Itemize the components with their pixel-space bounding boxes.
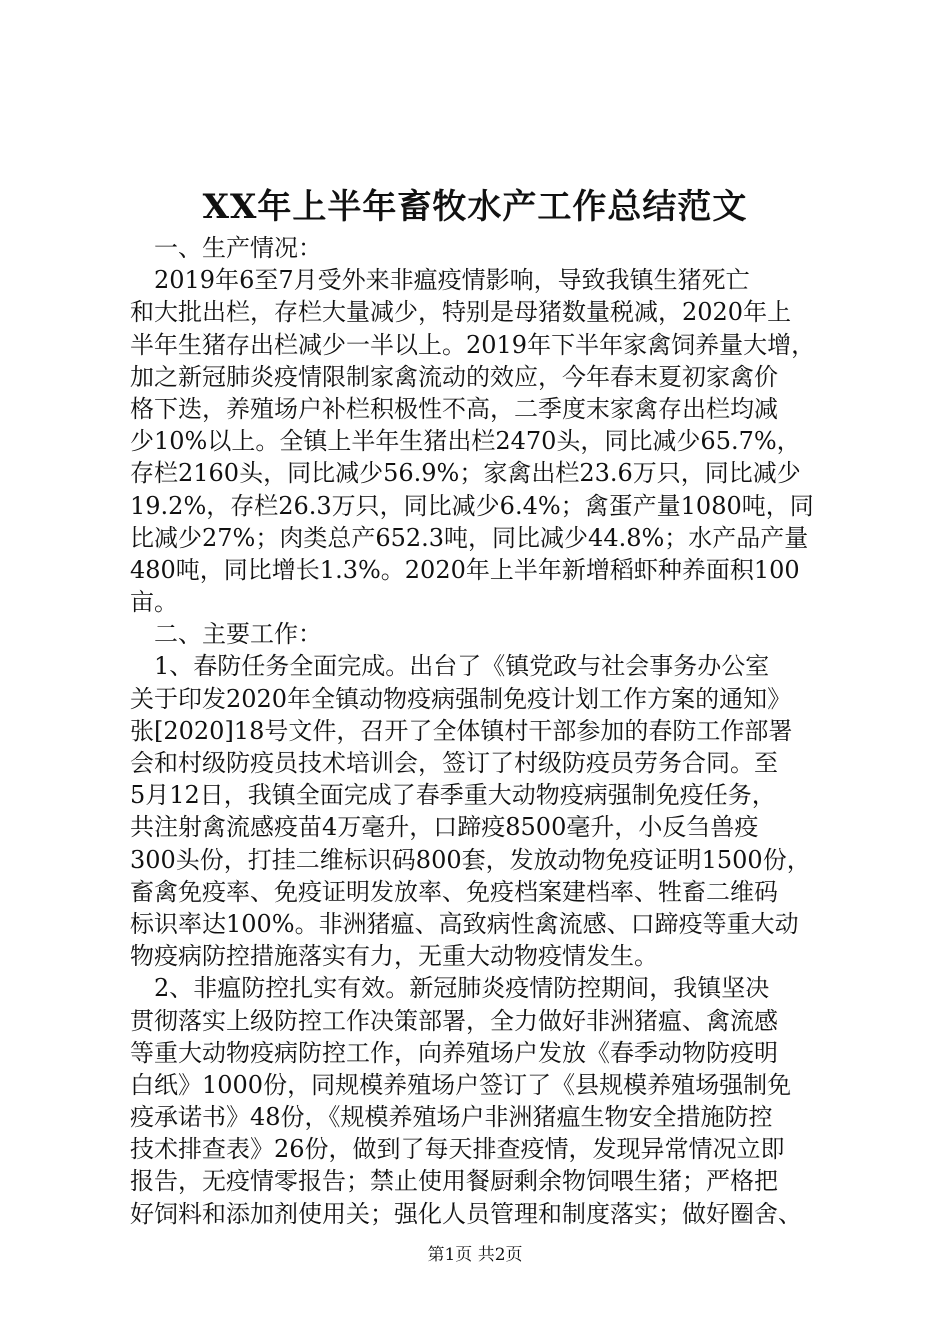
text-line: 等重大动物疫病防控工作，向养殖场户发放《春季动物防疫明 (130, 1038, 778, 1067)
text-line: 480吨，同比增长1.3%。2020年上半年新增稻虾种养面积100 (130, 555, 800, 584)
text-line: 比减少27%；肉类总产652.3吨，同比减少44.8%；水产品产量 (130, 523, 809, 552)
text-line: 好饲料和添加剂使用关；强化人员管理和制度落实；做好圈舍、 (130, 1199, 802, 1228)
document-title: XX年上半年畜牧水产工作总结范文 (202, 187, 748, 227)
text-line: 亩。 (130, 588, 178, 617)
text-line: 技术排查表》26份，做到了每天排查疫情，发现异常情况立即 (130, 1135, 785, 1164)
text-line: 疫承诺书》48份，《规模养殖场户非洲猪瘟生物安全措施防控 (130, 1103, 773, 1132)
text-line: 畜禽免疫率、免疫证明发放率、免疫档案建档率、牲畜二维码 (130, 877, 778, 906)
text-line: 1、春防任务全面完成。出台了《镇党政与社会事务办公室 (130, 652, 770, 681)
text-line: 白纸》1000份，同规模养殖场户签订了《县规模养殖场强制免 (130, 1070, 792, 1099)
text-line: 贯彻落实上级防控工作决策部署，全力做好非洲猪瘟、禽流感 (130, 1006, 778, 1035)
text-line: 一、生产情况： (130, 234, 322, 262)
text-line: 加之新冠肺炎疫情限制家禽流动的效应，今年春末夏初家禽价 (130, 362, 778, 391)
text-line: 2019年6至7月受外来非瘟疫情影响，导致我镇生猪死亡 (130, 266, 750, 295)
text-line: 少10%以上。全镇上半年生猪出栏2470头，同比减少65.7%， (130, 427, 801, 456)
text-line: 二、主要工作： (130, 620, 322, 649)
text-line: 存栏2160头，同比减少56.9%；家禽出栏23.6万只，同比减少 (130, 459, 801, 488)
text-line: 共注射禽流感疫苗4万毫升，口蹄疫8500毫升，小反刍兽疫 (130, 813, 759, 842)
text-line: 物疫病防控措施落实有力，无重大动物疫情发生。 (130, 942, 658, 971)
document-body (130, 232, 826, 1230)
text-line: 和大批出栏，存栏大量减少，特别是母猪数量税减，2020年上 (130, 298, 792, 327)
text-line: 张[2020]18号文件，召开了全体镇村干部参加的春防工作部署 (130, 716, 793, 745)
text-line: 5月12日，我镇全面完成了春季重大动物疫病强制免疫任务， (130, 781, 776, 810)
text-line: 报告，无疫情零报告；禁止使用餐厨剩余物饲喂生猪；严格把 (130, 1167, 778, 1196)
text-line: 19.2%，存栏26.3万只，同比减少6.4%；禽蛋产量1080吨，同 (130, 491, 814, 520)
page-footer: 第1页 共2页 (427, 1245, 523, 1265)
text-line: 会和村级防疫员技术培训会，签订了村级防疫员劳务合同。至 (130, 749, 778, 777)
text-line: 格下迭，养殖场户补栏积极性不高，二季度末家禽存出栏均减 (130, 394, 778, 423)
text-line: 2、非瘟防控扎实有效。新冠肺炎疫情防控期间，我镇坚决 (130, 974, 770, 1003)
text-line: 标识率达100%。非洲猪瘟、高致病性禽流感、口蹄疫等重大动 (130, 909, 799, 938)
text-line: 关于印发2020年全镇动物疫病强制免疫计划工作方案的通知》 (130, 684, 792, 713)
text-line: 300头份，打挂二维标识码800套，发放动物免疫证明1500份， (130, 845, 811, 874)
text-line: 半年生猪存出栏减少一半以上。2019年下半年家禽饲养量大增， (130, 330, 816, 359)
